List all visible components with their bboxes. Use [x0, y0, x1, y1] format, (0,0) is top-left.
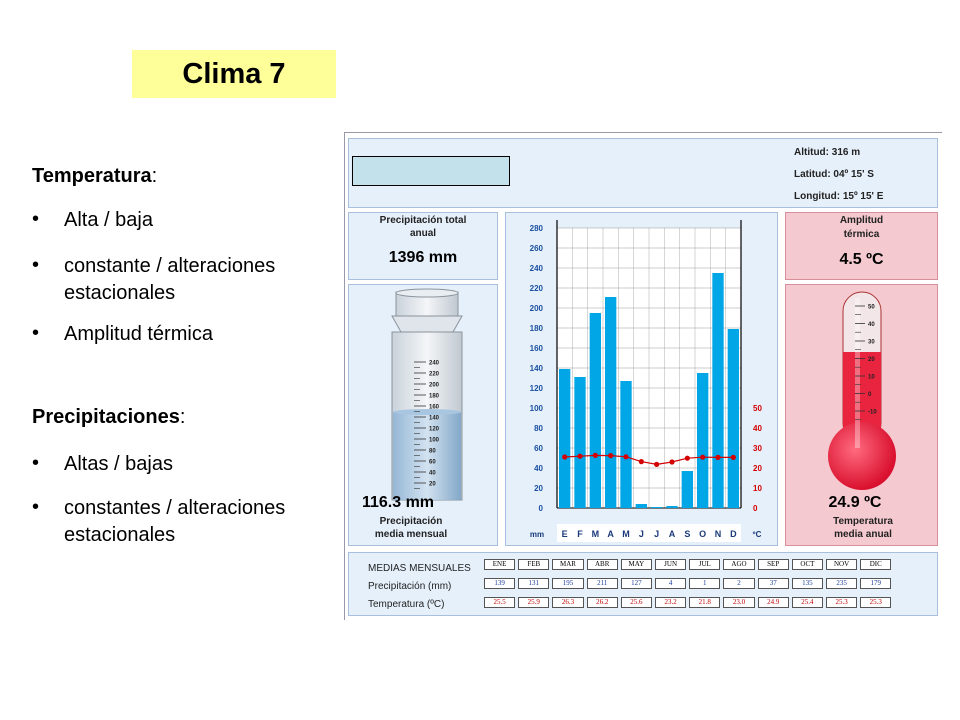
climograph-chart — [505, 212, 778, 546]
y-tick-label: 140 — [529, 364, 543, 373]
y2-tick-label: 20 — [753, 464, 762, 473]
cylinder-tick-label: 140 — [429, 415, 440, 422]
temp-point — [685, 456, 690, 461]
x-tick-label: M — [591, 529, 600, 539]
temp-item-2-cont: estacionales — [64, 282, 176, 304]
temp-point — [669, 459, 674, 464]
precip-bar — [651, 507, 662, 508]
table-temp-cell: 25.9 — [518, 597, 549, 608]
table-precip-cell: 195 — [552, 578, 583, 589]
y-tick-label: 160 — [529, 344, 543, 353]
y2-tick-label: 10 — [753, 484, 762, 493]
table-month-cell: OCT — [792, 559, 823, 570]
temp-item-3: Amplitud térmica — [64, 323, 213, 345]
table-precip-cell: 211 — [587, 578, 618, 589]
table-precip-cell: 135 — [792, 578, 823, 589]
temp-point — [608, 453, 613, 458]
table-precip-cell: 235 — [826, 578, 857, 589]
y-tick-label: 40 — [534, 464, 543, 473]
annual-precip-label-2: anual — [409, 228, 437, 239]
table-precip-cell: 37 — [758, 578, 789, 589]
table-precip-label: Precipitación (mm) — [368, 581, 452, 592]
x-tick-label: J — [638, 529, 644, 539]
station-name-box — [352, 156, 510, 186]
temp-point — [700, 455, 705, 460]
table-month-cell: FEB — [518, 559, 549, 570]
table-temp-cell: 25.5 — [484, 597, 515, 608]
cylinder-tick-label: 240 — [429, 360, 440, 367]
table-temp-cell: 26.2 — [587, 597, 618, 608]
table-month-cell: JUN — [655, 559, 686, 570]
temp-point — [715, 455, 720, 460]
thermo-tick-label: 20 — [868, 357, 875, 363]
y-tick-label: 60 — [534, 444, 543, 453]
table-temp-cell: 21.8 — [689, 597, 720, 608]
precip-item-2-cont: estacionales — [64, 524, 176, 546]
table-temp-cell: 25.6 — [621, 597, 652, 608]
x-tick-label: O — [699, 529, 707, 539]
y-tick-label: 100 — [529, 404, 543, 413]
table-precip-cell: 131 — [518, 578, 549, 589]
table-month-cell: SEP — [758, 559, 789, 570]
temp-point — [593, 453, 598, 458]
rain-gauge-cylinder — [348, 284, 498, 504]
y2-tick-label: 30 — [753, 444, 762, 453]
precip-item-1: Altas / bajas — [64, 453, 173, 475]
precip-bar — [666, 506, 677, 508]
cylinder-tick-label: 160 — [429, 404, 440, 411]
table-temp-cell: 23.2 — [655, 597, 686, 608]
latitude-text: Latitud: 04º 15' S — [794, 169, 874, 180]
table-month-cell: NOV — [826, 559, 857, 570]
thermo-tick-label: 50 — [868, 304, 875, 311]
table-temp-cell: 25.3 — [826, 597, 857, 608]
y-tick-label: 200 — [529, 304, 543, 313]
temp-point — [562, 454, 567, 459]
table-precip-cell: 127 — [621, 578, 652, 589]
thermo-tick-label: 30 — [868, 339, 875, 346]
y2-tick-label: 40 — [753, 424, 762, 433]
mean-temp-value: 24.9 ºC — [828, 494, 882, 511]
table-temp-cell: 24.9 — [758, 597, 789, 608]
x-tick-label: D — [730, 529, 737, 539]
mean-temp-label-2: media anual — [834, 529, 892, 540]
table-precip-cell: 1 — [689, 578, 720, 589]
monthly-precip-label: Precipitación — [379, 516, 443, 527]
y-tick-label: 0 — [538, 504, 543, 513]
temp-item-2: constante / alteraciones — [64, 255, 276, 277]
temp-point — [654, 462, 659, 467]
precip-bar — [712, 273, 723, 508]
table-precip-cell: 2 — [723, 578, 754, 589]
precip-bar — [605, 297, 616, 508]
table-temp-cell: 25.3 — [860, 597, 891, 608]
bullet-icon: • — [32, 496, 40, 518]
table-temp-label: Temperatura (ºC) — [368, 599, 445, 610]
table-month-cell: DIC — [860, 559, 891, 570]
thermo-tick-label: 10 — [868, 374, 875, 381]
table-month-cell: AGO — [723, 559, 754, 570]
y-tick-label: 260 — [529, 244, 543, 253]
altitude-text: Altitud: 316 m — [794, 147, 861, 158]
table-month-cell: MAY — [621, 559, 652, 570]
x-axis-label-right: ºC — [752, 530, 762, 539]
bullet-icon: • — [32, 254, 40, 276]
precip-bar — [590, 313, 601, 508]
temp-point — [623, 454, 628, 459]
precip-bar — [574, 377, 585, 508]
thermo-tick-label: 0 — [868, 392, 872, 398]
thermometer-icon — [785, 284, 938, 494]
thermo-tick-label: -10 — [868, 409, 877, 416]
y-tick-label: 120 — [529, 384, 543, 393]
precip-bar — [559, 369, 570, 508]
precip-bar — [697, 373, 708, 508]
x-tick-label: A — [668, 529, 676, 539]
x-tick-label: F — [577, 529, 583, 539]
cylinder-tick-label: 40 — [429, 470, 436, 477]
x-tick-label: J — [654, 529, 660, 539]
y-tick-label: 280 — [529, 224, 543, 233]
y-tick-label: 80 — [534, 424, 543, 433]
y-tick-label: 240 — [529, 264, 543, 273]
precip-bar — [620, 381, 631, 508]
bullet-icon: • — [32, 452, 40, 474]
temp-point — [731, 455, 736, 460]
cylinder-tick-label: 120 — [429, 426, 440, 433]
table-temp-cell: 25.4 — [792, 597, 823, 608]
table-precip-cell: 179 — [860, 578, 891, 589]
temp-point — [577, 454, 582, 459]
y2-tick-label: 50 — [753, 404, 762, 413]
x-tick-label: A — [607, 529, 614, 539]
x-axis-label-left: mm — [529, 530, 545, 539]
cylinder-tick-label: 200 — [429, 382, 440, 389]
thermo-tick-label: 40 — [868, 322, 875, 328]
y-tick-label: 220 — [529, 284, 543, 293]
amplitude-label-2: térmica — [843, 229, 880, 240]
table-header-label: MEDIAS MENSUALES — [368, 563, 471, 574]
cylinder-tick-label: 60 — [429, 459, 436, 466]
cylinder-tick-label: 180 — [429, 393, 440, 400]
precip-item-2: constantes / alteraciones — [64, 497, 286, 519]
precip-heading: Precipitaciones: — [32, 406, 186, 428]
y-tick-label: 20 — [534, 484, 543, 493]
table-temp-cell: 23.0 — [723, 597, 754, 608]
precip-bar — [636, 504, 647, 508]
y-tick-label: 180 — [529, 324, 543, 333]
bullet-icon: • — [32, 208, 40, 230]
temp-point — [639, 459, 644, 464]
x-tick-label: M — [622, 529, 630, 539]
annual-precip-label: Precipitación total — [379, 215, 467, 226]
x-tick-label: N — [714, 529, 722, 539]
cylinder-tick-label: 220 — [429, 371, 440, 378]
amplitude-label: Amplitud — [839, 215, 884, 226]
table-month-cell: MAR — [552, 559, 583, 570]
cylinder-tick-label: 20 — [429, 481, 436, 488]
precip-bar — [728, 329, 739, 508]
table-month-cell: JUL — [689, 559, 720, 570]
table-precip-cell: 4 — [655, 578, 686, 589]
x-tick-label: S — [684, 529, 691, 539]
bullet-icon: • — [32, 322, 40, 344]
table-month-cell: ENE — [484, 559, 515, 570]
temp-item-1: Alta / baja — [64, 209, 153, 231]
longitude-text: Longitud: 15º 15' E — [794, 191, 884, 202]
cylinder-tick-label: 80 — [429, 448, 436, 455]
y2-tick-label: 0 — [753, 504, 758, 513]
precip-bar — [682, 471, 693, 508]
cylinder-tick-label: 100 — [429, 437, 440, 444]
mean-temp-label: Temperatura — [833, 516, 893, 527]
x-tick-label: E — [561, 529, 568, 539]
table-precip-cell: 139 — [484, 578, 515, 589]
temperature-heading: Temperatura: — [32, 165, 158, 187]
amplitude-value: 4.5 ºC — [839, 251, 884, 268]
page-title: Clima 7 — [132, 50, 336, 98]
monthly-precip-label-2: media mensual — [374, 529, 448, 540]
table-month-cell: ABR — [587, 559, 618, 570]
table-temp-cell: 26.3 — [552, 597, 583, 608]
month-band — [557, 524, 741, 542]
monthly-precip-value: 116.3 mm — [361, 494, 435, 511]
annual-precip-value: 1396 mm — [388, 249, 458, 266]
